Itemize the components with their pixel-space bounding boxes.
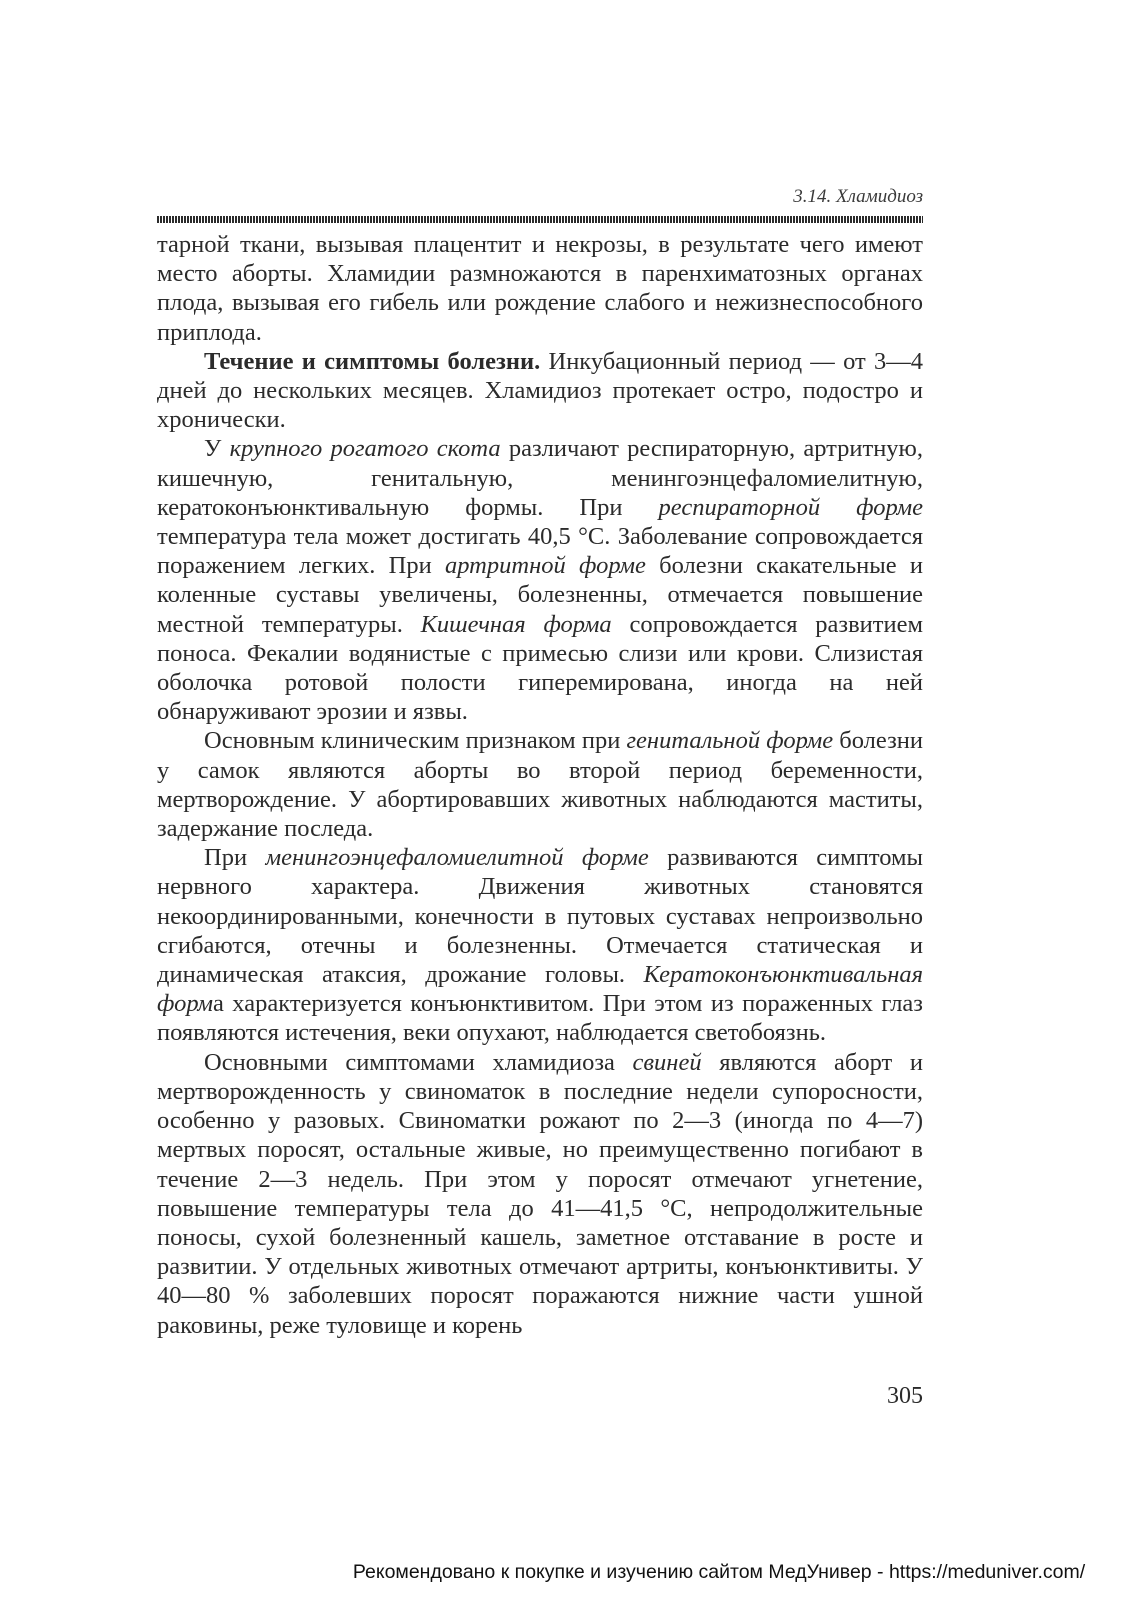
text-run: температура тела может достигать 40,5 °С. Заболевание сопровождается поражением легких. При — [157, 523, 923, 580]
text-run: а характеризуется конъюнктивитом. При этом из пораженных глаз появляются истечения, веки опухают, наблюдается светобоязнь. — [157, 990, 923, 1047]
text-run: различают респираторную, артритную, кишечную, генитальную, менингоэнцефаломиелитную, кератоконъюнктивальную формы. При — [157, 435, 923, 521]
emphasis-pigs: свиней — [632, 1048, 702, 1076]
text-run: Основным клиническим признаком при — [204, 727, 627, 755]
paragraph-4 — [157, 726, 923, 843]
header-rule — [157, 216, 923, 223]
text-run: развиваются симптомы нервного характера. Движения животных становятся некоординированными, конечности в путовых суставах непроизвольно сгибаются, отечны и болезненны. Отмечается статическая и динамическая атаксия, дрожание головы. — [157, 844, 923, 989]
section-heading: Течение и симптомы болезни. — [204, 347, 541, 375]
text-run: При — [204, 844, 266, 872]
emphasis-genital-form: генитальной форме — [626, 727, 834, 755]
emphasis-meningo-form: менингоэнцефаломиелитной форме — [265, 844, 649, 872]
text-run: У — [204, 435, 230, 463]
paragraph-5 — [157, 843, 923, 1047]
body-text — [157, 230, 923, 1340]
paragraph-6 — [157, 1048, 923, 1340]
emphasis-respiratory-form: респираторной форме — [658, 493, 923, 521]
footer-text: Рекомендовано к покупке и изучению сайтом МедУнивер - https://meduniver.com/ — [352, 1561, 1086, 1583]
text-run: Основными симптомами хламидиоза — [204, 1048, 633, 1076]
footer-recommendation — [0, 1561, 1132, 1584]
page-number: 305 — [887, 1383, 923, 1409]
paragraph-1: тарной ткани, вызывая плацентит и некрозы, в результате чего имеют место аборты. Хламидии размножаются в паренхиматозных органах плода, вызывая его гибель или рождение слабого и нежизнеспособного приплода. — [157, 231, 923, 346]
paragraph-2 — [157, 347, 923, 435]
text-run: являются аборт и мертворожденность у свиноматок в последние недели супоросности, особенно у разовых. Свиноматки рожают по 2—3 (иногда по 4—7) мертвых поросят, остальные живые, но преимущественно погибают в течение 2—3 недель. При этом у поросят отмечают угнетение, повышение температуры тела до 41—41,5 °С, непродолжительные поносы, сухой болезненный кашель, заметное отставание в росте и развитии. У отдельных животных отмечают артриты, конъюнктивиты. У 40—80 % заболевших поросят поражаются нижние части ушной раковины, реже туловище и корень — [157, 1048, 923, 1339]
paragraph-3 — [157, 434, 923, 726]
emphasis-arthritic-form: артритной форме — [445, 552, 646, 580]
emphasis-kerato-form: Кератоконъюнктивальная форм — [157, 961, 923, 1018]
text-run: болезни у самок являются аборты во второй период беременности, мертворождение. У абортировавших животных наблюдаются маститы, задержание последа. — [157, 727, 923, 843]
paragraph-2-text: Инкубационный период — от 3—4 дней до нескольких месяцев. Хламидиоз протекает остро, подостро и хронически. — [157, 347, 924, 434]
text-run: сопровождается развитием поноса. Фекалии водянистые с примесью слизи или крови. Слизистая оболочка ротовой полости гиперемирована, иногда на ней обнаруживают эрозии и язвы. — [157, 610, 923, 726]
running-title: 3.14. Хламидиоз — [793, 186, 923, 207]
emphasis-intestinal-form: Кишечная форма — [420, 610, 612, 638]
text-run: болезни скакательные и коленные суставы увеличены, болезненны, отмечается повышение местной температуры. — [157, 552, 923, 638]
emphasis-cattle: крупного рогатого скота — [229, 435, 501, 463]
